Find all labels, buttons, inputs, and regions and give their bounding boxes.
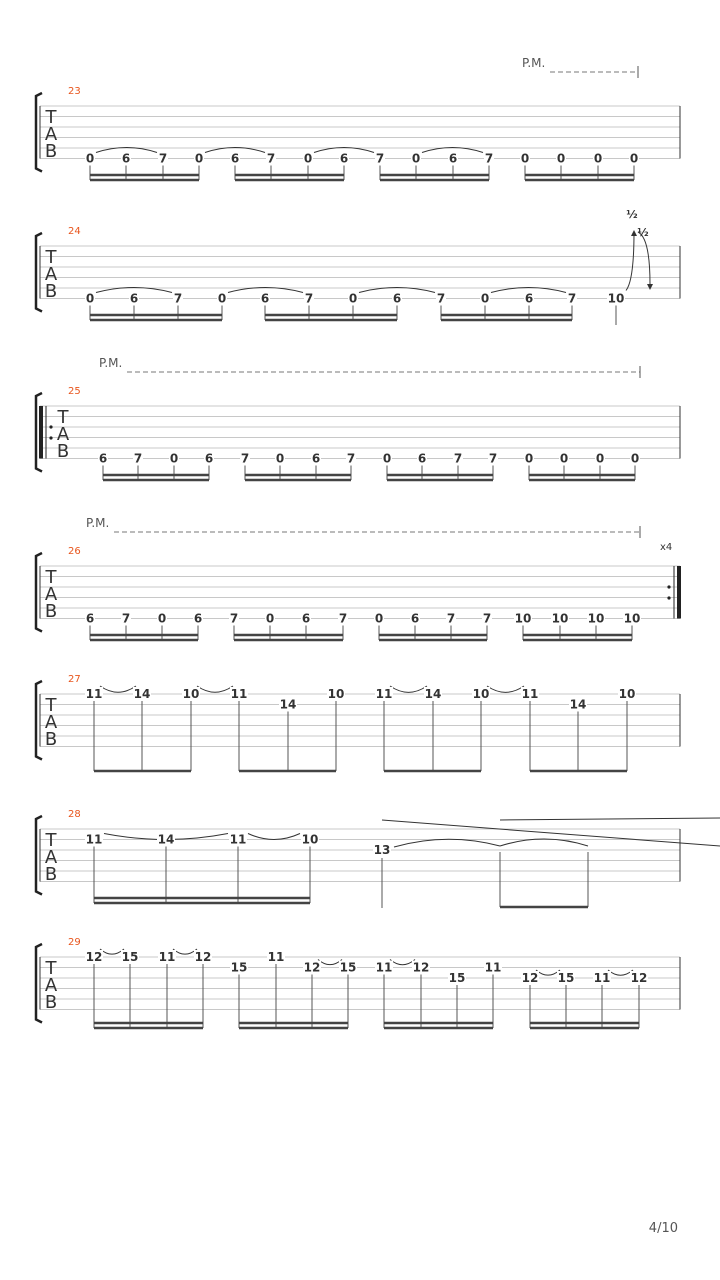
system-bracket xyxy=(36,233,42,312)
repeat-dot xyxy=(49,425,52,428)
bend-up-curve xyxy=(626,232,634,291)
fret-number: 6 xyxy=(524,291,534,306)
fret-number: 7 xyxy=(304,291,314,306)
tab-clef-letter: T xyxy=(45,958,57,979)
fret-number: 6 xyxy=(260,291,270,306)
fret-number: 6 xyxy=(98,451,108,466)
fret-number: 0 xyxy=(303,151,313,166)
system-bracket xyxy=(36,681,42,760)
tab-clef-letter: A xyxy=(56,424,70,445)
measure-number: 29 xyxy=(68,937,81,948)
fret-number: 0 xyxy=(85,291,95,306)
palm-mute-label: P.M. xyxy=(86,516,110,530)
system-bracket xyxy=(36,93,42,172)
fret-number: 13 xyxy=(373,843,391,857)
fret-number: 0 xyxy=(556,151,566,166)
fret-number: 6 xyxy=(448,151,458,166)
tab-clef-letter: B xyxy=(44,601,58,622)
fret-number: 7 xyxy=(453,451,463,466)
fret-number: 7 xyxy=(346,451,356,466)
fret-number: 10 xyxy=(607,291,625,306)
diagonal-line xyxy=(500,818,720,820)
page-number: 4/10 xyxy=(648,1221,678,1236)
slur xyxy=(173,949,197,954)
fret-number: 0 xyxy=(85,151,95,166)
fret-number: 7 xyxy=(121,611,131,626)
fret-number: 7 xyxy=(482,611,492,626)
bend-arrow-up xyxy=(631,230,637,236)
fret-number: 6 xyxy=(85,611,95,626)
tab-clef-letter: A xyxy=(44,264,58,285)
fret-number: 6 xyxy=(230,151,240,166)
measure-number: 23 xyxy=(68,86,81,97)
fret-number: 7 xyxy=(446,611,456,626)
fret-number: 0 xyxy=(480,291,490,306)
fret-number: 0 xyxy=(595,451,605,466)
repeat-count: x4 xyxy=(660,542,673,553)
fret-number: 0 xyxy=(520,151,530,166)
fret-number: 12 xyxy=(630,971,648,985)
fret-number: 7 xyxy=(338,611,348,626)
fret-number: 0 xyxy=(524,451,534,466)
bend-amount: ½ xyxy=(626,208,638,221)
fret-number: 10 xyxy=(623,611,641,626)
fret-number: 6 xyxy=(311,451,321,466)
fret-number: 10 xyxy=(472,687,490,701)
tab-clef-letter: A xyxy=(44,124,58,145)
fret-number: 10 xyxy=(618,687,636,701)
fret-number: 7 xyxy=(173,291,183,306)
repeat-dot xyxy=(667,585,670,588)
diagonal-line xyxy=(382,820,720,846)
fret-number: 0 xyxy=(382,451,392,466)
fret-number: 7 xyxy=(375,151,385,166)
fret-number: 12 xyxy=(521,971,539,985)
fret-number: 12 xyxy=(412,960,430,975)
tab-clef-letter: T xyxy=(45,247,57,268)
fret-number: 15 xyxy=(230,960,248,975)
fret-number: 0 xyxy=(217,291,227,306)
fret-number: 6 xyxy=(410,611,420,626)
fret-number: 15 xyxy=(557,971,575,985)
fret-number: 0 xyxy=(411,151,421,166)
tab-clef-letter: A xyxy=(44,847,58,868)
fret-number: 7 xyxy=(266,151,276,166)
bend-release-curve xyxy=(638,232,650,284)
fret-number: 12 xyxy=(303,960,321,975)
slur xyxy=(536,970,560,975)
fret-number: 15 xyxy=(448,971,466,985)
fret-number: 11 xyxy=(229,832,247,847)
fret-number: 0 xyxy=(629,151,639,166)
fret-number: 10 xyxy=(587,611,605,626)
tab-clef-letter: B xyxy=(44,141,58,162)
palm-mute-label: P.M. xyxy=(522,56,546,70)
measure-number: 26 xyxy=(68,546,81,557)
fret-number: 10 xyxy=(301,832,319,847)
fret-number: 0 xyxy=(275,451,285,466)
tab-clef-letter: T xyxy=(45,567,57,588)
slur xyxy=(608,970,633,975)
slur xyxy=(390,686,427,692)
fret-number: 10 xyxy=(182,687,200,701)
measure-number: 24 xyxy=(68,226,81,237)
fret-number: 7 xyxy=(158,151,168,166)
fret-number: 6 xyxy=(339,151,349,166)
measure-number: 25 xyxy=(68,386,81,397)
fret-number: 15 xyxy=(339,960,357,975)
fret-number: 0 xyxy=(374,611,384,626)
fret-number: 14 xyxy=(569,697,587,712)
fret-number: 7 xyxy=(567,291,577,306)
fret-number: 0 xyxy=(157,611,167,626)
tab-clef-letter: A xyxy=(44,712,58,733)
fret-number: 0 xyxy=(630,451,640,466)
repeat-dot xyxy=(667,596,670,599)
bend-arrow-down xyxy=(647,284,653,290)
fret-number: 0 xyxy=(559,451,569,466)
tab-clef-letter: T xyxy=(45,830,57,851)
slur xyxy=(100,686,136,692)
fret-number: 11 xyxy=(230,687,248,701)
tie xyxy=(500,839,588,846)
fret-number: 10 xyxy=(327,687,345,701)
slur xyxy=(197,686,233,692)
fret-number: 6 xyxy=(121,151,131,166)
fret-number: 6 xyxy=(193,611,203,626)
tab-clef-letter: B xyxy=(44,992,58,1013)
fret-number: 6 xyxy=(204,451,214,466)
tab-clef-letter: T xyxy=(45,695,57,716)
system-bracket xyxy=(36,816,42,895)
fret-number: 6 xyxy=(392,291,402,306)
slur xyxy=(100,949,124,954)
fret-number: 15 xyxy=(121,950,139,964)
fret-number: 0 xyxy=(593,151,603,166)
fret-number: 7 xyxy=(484,151,494,166)
repeat-dot xyxy=(49,436,52,439)
slur xyxy=(318,960,342,965)
slur xyxy=(390,960,415,965)
fret-number: 7 xyxy=(133,451,143,466)
fret-number: 11 xyxy=(593,971,611,985)
tab-clef-letter: B xyxy=(44,281,58,302)
system-bracket xyxy=(36,944,42,1023)
fret-number: 11 xyxy=(484,960,502,975)
fret-number: 7 xyxy=(240,451,250,466)
fret-number: 6 xyxy=(417,451,427,466)
tab-clef-letter: B xyxy=(56,441,70,462)
system-bracket xyxy=(36,553,42,632)
fret-number: 7 xyxy=(229,611,239,626)
fret-number: 10 xyxy=(551,611,569,626)
fret-number: 11 xyxy=(158,950,176,964)
fret-number: 14 xyxy=(157,832,175,847)
tab-clef-letter: T xyxy=(57,407,69,428)
fret-number: 14 xyxy=(424,687,442,701)
fret-number: 10 xyxy=(514,611,532,626)
fret-number: 11 xyxy=(521,687,539,701)
tab-clef-letter: B xyxy=(44,864,58,885)
fret-number: 6 xyxy=(129,291,139,306)
tab-clef-letter: B xyxy=(44,729,58,750)
palm-mute-label: P.M. xyxy=(99,356,123,370)
bend-amount: ½ xyxy=(637,226,649,239)
tie xyxy=(394,839,500,847)
fret-number: 11 xyxy=(85,687,103,701)
fret-number: 0 xyxy=(348,291,358,306)
fret-number: 12 xyxy=(85,950,103,964)
fret-number: 14 xyxy=(279,697,297,712)
fret-number: 0 xyxy=(194,151,204,166)
tab-clef-letter: A xyxy=(44,584,58,605)
fret-number: 11 xyxy=(85,832,103,847)
fret-number: 12 xyxy=(194,950,212,964)
fret-number: 11 xyxy=(267,950,285,964)
slur xyxy=(248,834,300,840)
fret-number: 11 xyxy=(375,960,393,975)
fret-number: 14 xyxy=(133,687,151,701)
measure-number: 28 xyxy=(68,809,81,820)
fret-number: 0 xyxy=(265,611,275,626)
tab-clef-letter: T xyxy=(45,107,57,128)
slur xyxy=(487,686,524,692)
fret-number: 7 xyxy=(436,291,446,306)
fret-number: 0 xyxy=(169,451,179,466)
measure-number: 27 xyxy=(68,674,81,685)
fret-number: 6 xyxy=(301,611,311,626)
fret-number: 7 xyxy=(488,451,498,466)
fret-number: 11 xyxy=(375,687,393,701)
tab-clef-letter: A xyxy=(44,975,58,996)
